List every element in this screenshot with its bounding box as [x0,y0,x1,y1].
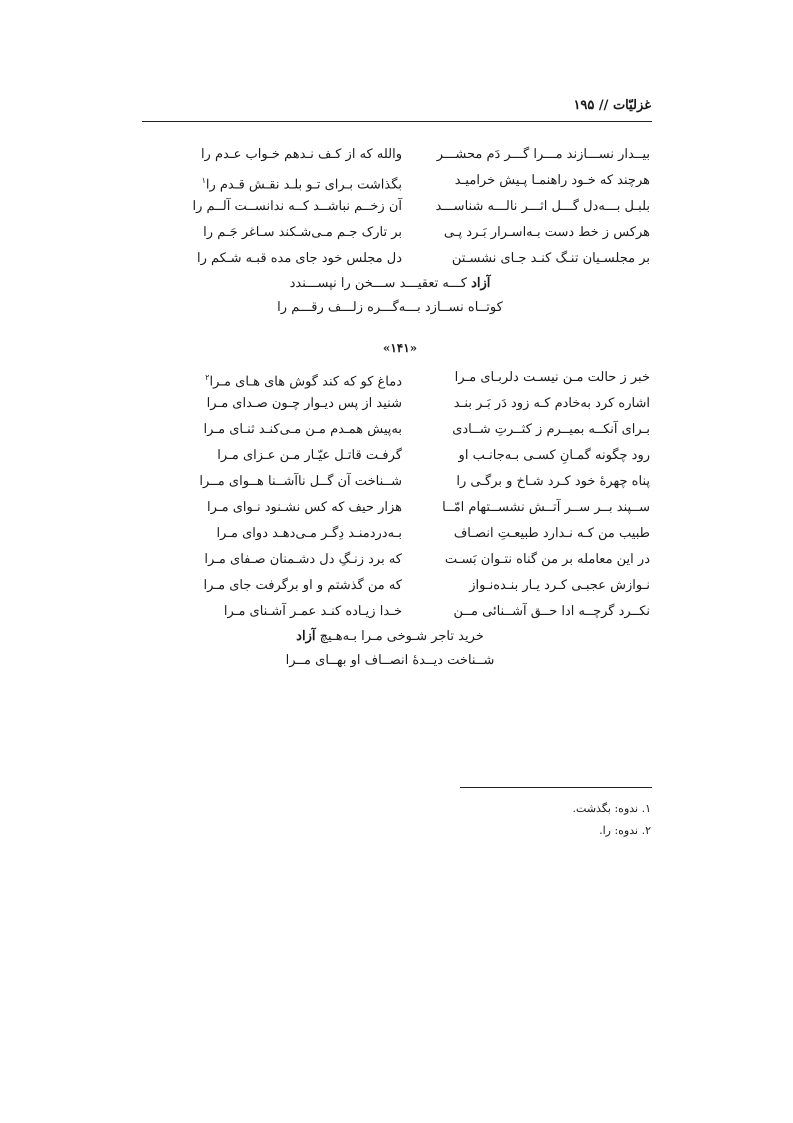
hemistich-right: اشاره کرد به‌خادم کـه زود دَر بَـر بنـد [453,396,650,411]
footnote: ۲. ندوه: را. [599,824,651,837]
ghazal-number: «۱۴۱» [382,341,418,355]
final-couplet-line-1 [160,272,650,296]
footnote-marker: ۲ [205,373,210,382]
hemistich-text: بگذاشت بـرای تـو بلـد نقـش قـدم را [205,177,402,193]
poet-name: آزاد [471,276,491,291]
hemistich-right: بـرای آنکــه بمیــرم ز کثــرتِ شــادی [452,422,650,437]
couplet [160,443,650,469]
couplet [160,495,650,521]
final-line-text: خرید تاجر شـوخی مـرا بـه‌هـیچ [319,629,484,644]
hemistich-left: آن زخــم نباشــد کــه ندانســت آلــم را [192,199,402,214]
couplet [160,547,650,573]
hemistich-left: والله که از کـف نـدهم خـواب عـدم را [200,147,402,162]
hemistich-right: نکــرد گرچــه ادا حــق آشــنائی مــن [453,604,650,619]
header-rule [142,121,652,122]
hemistich-left: گرفـت قاتـل عیّـار مـن عـزای مـرا [217,448,402,463]
hemistich-right: هرچند که خـود راهنمـا پـیش خرامیـد [454,173,650,188]
hemistich-left: به‌پیش همـدم مـن مـی‌کنـد ثنـای مـرا [203,422,402,437]
poet-name: آزاد [296,629,316,644]
footnote-marker: ۱ [201,176,206,185]
footnote-rule [460,787,652,788]
couplet [160,194,650,220]
running-header: غزلیّات // ۱۹۵ [573,98,651,113]
hemistich-text: دماغ کو که کند گوش های هـای مـرا [209,374,402,390]
couplet [160,417,650,443]
hemistich-left: هزار حیف که کس نشـنود نـوای مـرا [207,500,402,515]
couplet [160,521,650,547]
final-couplet-line-2 [160,649,650,673]
hemistich-left: خـدا زیـاده کنـد عمـر آشـنای مـرا [223,604,402,619]
hemistich-left: دل مجلس خود جای مده قبـه شـکم را [196,251,402,266]
final-line-text: شــناخت دیــدهٔ انصــاف او بهــای مــرا [285,653,495,668]
couplet [160,599,650,625]
hemistich-left: شــناخت آن گــل ناآشــنا هــوای مــرا [199,474,402,489]
hemistich-right: پناه چهرهٔ خود کـرد شـاخ و برگـی را [456,474,650,489]
footnotes [351,798,651,842]
ghazal-140 [160,142,650,320]
ghazal-141 [160,365,650,673]
couplet [160,391,650,417]
final-couplet-line-1 [160,625,650,649]
footnote: ۱. ندوه: بگذشت. [572,802,651,815]
final-line-text: کـــه تعقیـــد ســـخن را نپســـندد [289,276,467,291]
couplet [160,573,650,599]
hemistich-right: طبیب من کـه نـدارد طبیعـتِ انصـاف [453,526,650,541]
couplet [160,246,650,272]
hemistich-right: بیــدار نســـازند مـــرا گـــر دَم محشـــر [436,147,650,162]
final-line-text: کوتــاه نســازد بـــه‌گـــره زلـــف رقـــم را [277,300,503,315]
hemistich-right: بر مجلسـیان تنـگ کنـد جـای نشسـتن [451,251,650,266]
final-couplet-line-2 [160,296,650,320]
couplet [160,142,650,168]
hemistich-right: خبر ز حالت مـن نیسـت دلربـای مـرا [454,370,650,385]
couplet [160,220,650,246]
hemistich-left: که برد زنـگِ دل دشـمنان صـفای مـرا [204,552,402,567]
couplet [160,469,650,495]
hemistich-right: نـوازش عجبـی کـرد یـار بنـده‌نـواز [469,578,650,593]
hemistich-right: در این معامله بر من گناه نتـوان بَسـت [444,552,650,567]
hemistich-right: ســپند بــر ســر آتــش نشســتهام امّــا [442,500,650,515]
hemistich-left: بـه‌دردمنـد دِگـر مـی‌دهـد دوای مـرا [216,526,402,541]
hemistich-right: رود چگونه گمـانِ کسـی بـه‌جانـب او [458,448,650,463]
hemistich-right: هرکس ز خط دست بـه‌اسـرار بَـرد پـی [443,225,650,240]
hemistich-left: که من گذشتم و او برگرفت جای مـرا [203,578,402,593]
hemistich-left: شنید از پس دیـوار چـون صـدای مـرا [206,396,402,411]
couplet [160,365,650,391]
hemistich-left: بر تارک جـم مـی‌شـکند سـاغر جَـم را [203,225,402,240]
hemistich-right: بلبـل بـــه‌دل گـــل اثـــر نالـــه شناســـد [435,199,650,214]
couplet [160,168,650,194]
